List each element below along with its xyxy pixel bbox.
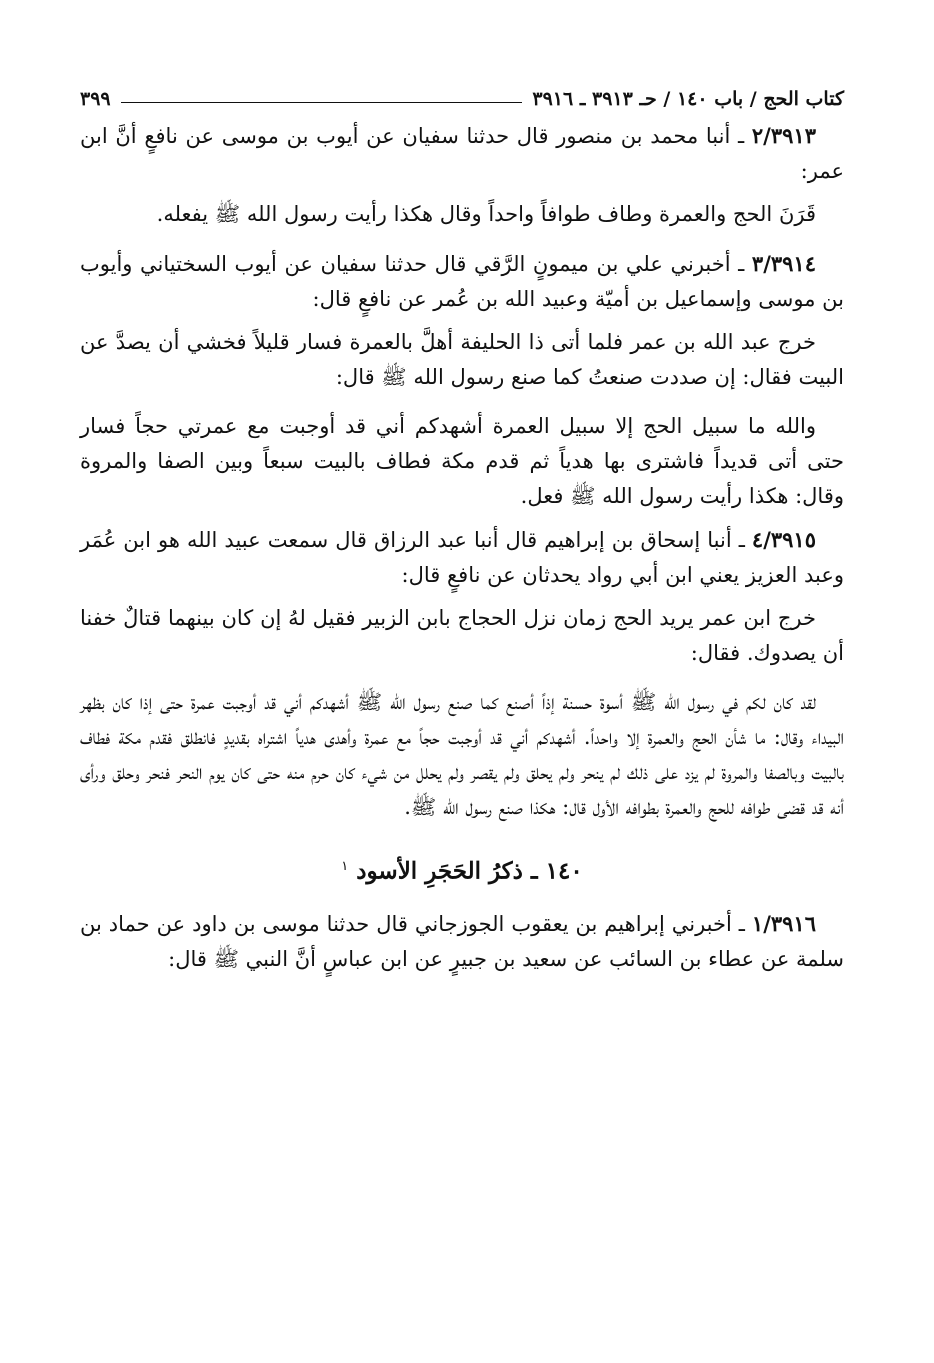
- hadith-3915-matn-1: خرج ابن عمر يريد الحج زمان نزل الحجاج بابن الزبير فقيل لهُ إن كان بينهما قتالٌ خفنا أن يصدوك. فقال:: [80, 606, 844, 665]
- hadith-3915-isnad: [80, 522, 844, 593]
- isnad-text: ـ أنبا إسحاق بن إبراهيم قال أنبا عبد الرزاق قال سمعت عبيد الله هو ابن عُمَر وعبد العزيز يعني ابن أبي رواد يحدثان عن نافعٍ قال:: [80, 528, 844, 587]
- header-title: كتاب الحج / باب ١٤٠ / حـ ٣٩١٣ ـ ٣٩١٦: [532, 88, 844, 110]
- hadith-3913-isnad: [80, 118, 844, 189]
- hadith-number: ٣/٣٩١٤: [751, 251, 816, 276]
- footnote-marker: ١: [341, 859, 349, 874]
- book-page: [80, 80, 844, 977]
- header-rule: [121, 102, 523, 103]
- isnad-text: ـ أخبرني إبراهيم بن يعقوب الجوزجاني قال حدثنا موسى بن داود عن حماد بن سلمة عن عطاء بن السائب عن سعيد بن جبيرٍ عن ابن عباسٍ أنَّ النبي ﷺ قال:: [80, 911, 844, 971]
- hadith-number: ١/٣٩١٦: [751, 910, 816, 936]
- hadith-number: ٤/٣٩١٥: [751, 527, 816, 552]
- isnad-text: ـ أنبا محمد بن منصور قال حدثنا سفيان عن أيوب بن موسى عن نافعٍ أنَّ ابن عمر:: [80, 124, 844, 183]
- hadith-3916-isnad: [80, 906, 844, 977]
- isnad-text: ـ أخبرني علي بن ميمونٍ الرَّقي قال حدثنا سفيان عن أيوب السختياني وأيوب بن موسى وإسماعيل بن أميّة وعبيد الله بن عُمر عن نافعٍ قال:: [80, 252, 844, 311]
- chapter-title: ١٤٠ ـ ذكرُ الحَجَرِ الأسود: [356, 857, 583, 885]
- chapter-heading: [80, 847, 844, 892]
- hadith-3914-matn-1: خرج عبد الله بن عمر فلما أتى ذا الحليفة أهلَّ بالعمرة فسار قليلاً فخشي أن يصدَّ عن البيت فقال: إن صددت صنعتُ كما صنع رسول الله ﷺ قال:: [80, 330, 844, 389]
- hadith-number: ٢/٣٩١٣: [751, 123, 816, 148]
- hadith-3913-matn: قَرَنَ الحج والعمرة وطاف طوافاً واحداً وقال هكذا رأيت رسول الله ﷺ يفعله.: [156, 202, 816, 226]
- page-number: ٣٩٩: [80, 88, 111, 110]
- hadith-3914-matn-2: والله ما سبيل الحج إلا سبيل العمرة أشهدكم أني قد أوجبت مع عمرتي حجاً فسار حتى أتى قديداً فاشترى بها هدياً ثم قدم مكة فطاف بالبيت سبعاً وبين الصفا والمروة وقال: هكذا رأيت رسول الله ﷺ فعل.: [80, 414, 844, 508]
- running-header: [80, 80, 844, 110]
- hadith-3915-matn-2: لقد كان لكم في رسول الله ﷺ أسوة حسنة إذاً أصنع كما صنع رسول الله ﷺ أشهدكم أني قد أوجبت عمرة حتى إذا كان بظهر البيداء وقال: ما شأن الحج والعمرة إلا واحداً. أشهدكم أني قد أوجبت حجاً مع عمرة وأهدى هدياً اشتراه بقديدٍ فانطلق فقدم مكة فطاف بالبيت وبالصفا والمروة لم يزد على ذلك لم ينحر ولم يحلق ولم يقصر ولم يحلل من شيء كان حرم منه حتى كان يوم النحر فنحر وحلق ورأى أنه قد قضى طوافه للحج والعمرة بطوافه الأول قال: هكذا صنع رسول الله ﷺ.: [80, 690, 844, 819]
- hadith-3914-isnad: [80, 246, 844, 317]
